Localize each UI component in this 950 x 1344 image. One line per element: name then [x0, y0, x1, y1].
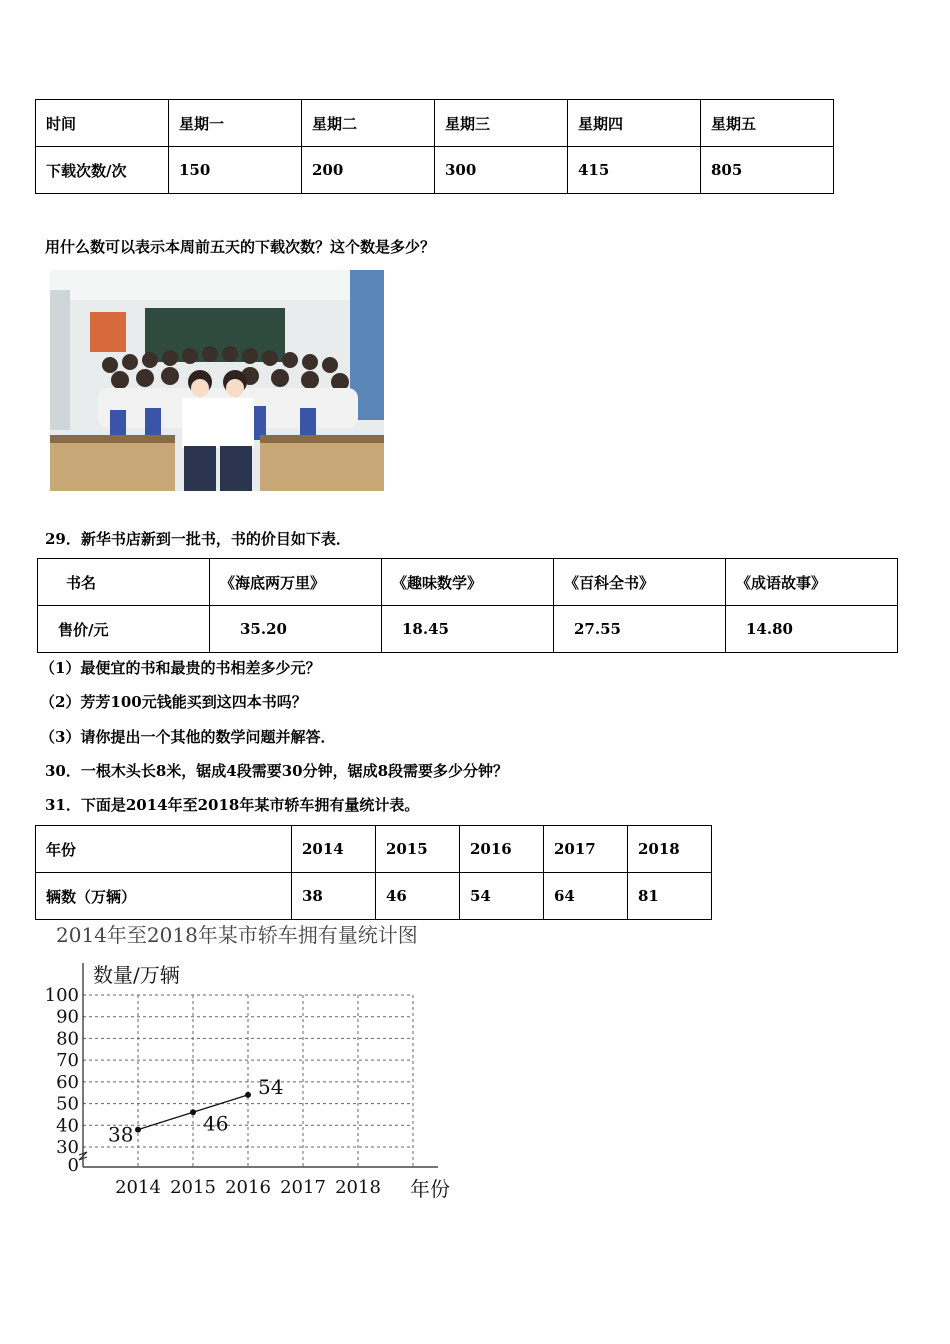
- table-cell: 54: [460, 873, 544, 920]
- table-cell: 46: [376, 873, 460, 920]
- y-tick-label: 40: [56, 1115, 79, 1137]
- y-tick-label: 70: [56, 1050, 79, 1072]
- table-cell: 2014: [292, 826, 376, 873]
- table-cell: 200: [302, 147, 435, 194]
- car-line-chart: [38, 918, 468, 1208]
- table-row: [36, 873, 712, 920]
- x-tick-label: 2014: [115, 1177, 161, 1198]
- q29-sub2: （2）芳芳100元钱能买到这四本书吗？: [40, 693, 307, 711]
- car-ownership-table: [35, 825, 712, 920]
- table-cell: 64: [544, 873, 628, 920]
- table-cell: 星期三: [435, 100, 568, 147]
- table-cell: 150: [169, 147, 302, 194]
- data-point: [135, 1127, 141, 1133]
- table-cell: 书名: [38, 559, 210, 606]
- table-cell: 805: [701, 147, 834, 194]
- chart-ylabel: 数量/万辆: [93, 963, 180, 987]
- table-cell: 《趣味数学》: [382, 559, 554, 606]
- question-download: 用什么数可以表示本周前五天的下载次数？这个数是多少？: [45, 238, 436, 256]
- table-cell: 18.45: [382, 606, 554, 653]
- classroom-photo-icon: [50, 270, 384, 491]
- table-cell: 星期二: [302, 100, 435, 147]
- q31-title: 31．下面是2014年至2018年某市轿车拥有量统计表。: [45, 796, 420, 814]
- axis-break-icon: [79, 1152, 87, 1160]
- table-cell: 27.55: [554, 606, 726, 653]
- table-cell: 时间: [36, 100, 169, 147]
- table-cell: 2015: [376, 826, 460, 873]
- table-cell: 2016: [460, 826, 544, 873]
- x-tick-label: 2017: [280, 1177, 326, 1198]
- x-tick-label: 2015: [170, 1177, 216, 1198]
- table-cell: 星期五: [701, 100, 834, 147]
- x-tick-label: 2018: [335, 1177, 381, 1198]
- y-tick-label: 0: [67, 1155, 79, 1176]
- y-tick-label: 30: [56, 1137, 79, 1158]
- table-row: [36, 826, 712, 873]
- table-cell: 14.80: [726, 606, 898, 653]
- table-cell: 81: [628, 873, 712, 920]
- table-row: [36, 147, 834, 194]
- table-cell: 38: [292, 873, 376, 920]
- q29-title: 29．新华书店新到一批书，书的价目如下表．: [45, 530, 351, 548]
- classroom-photo: [50, 270, 384, 491]
- chart-xlabel: 年份: [410, 1177, 450, 1201]
- data-label: 38: [108, 1122, 134, 1147]
- table-cell: 300: [435, 147, 568, 194]
- y-tick-label: 50: [56, 1093, 79, 1115]
- table-row: [36, 100, 834, 147]
- table-cell: 2018: [628, 826, 712, 873]
- q29-sub1: （1）最便宜的书和最贵的书相差多少元？: [40, 659, 321, 677]
- data-label: 54: [258, 1074, 284, 1099]
- y-tick-label: 90: [56, 1006, 79, 1028]
- x-tick-label: 2016: [225, 1177, 271, 1198]
- table-cell: 415: [568, 147, 701, 194]
- car-line-chart-svg: [38, 918, 468, 1208]
- table-cell: 《百科全书》: [554, 559, 726, 606]
- data-point: [245, 1092, 251, 1098]
- table-cell: 《成语故事》: [726, 559, 898, 606]
- y-tick-label: 80: [56, 1028, 79, 1050]
- table-cell: 2017: [544, 826, 628, 873]
- table-cell: 星期一: [169, 100, 302, 147]
- table-cell: 售价/元: [38, 606, 210, 653]
- chart-title: 2014年至2018年某市轿车拥有量统计图: [56, 923, 418, 947]
- download-table: [35, 99, 834, 194]
- q29-sub3: （3）请你提出一个其他的数学问题并解答．: [40, 728, 336, 746]
- table-cell: 辆数（万辆）: [36, 873, 292, 920]
- table-cell: 35.20: [210, 606, 382, 653]
- table-cell: 年份: [36, 826, 292, 873]
- y-tick-label: 60: [56, 1071, 79, 1093]
- table-row: [38, 606, 898, 653]
- table-cell: 下载次数/次: [36, 147, 169, 194]
- data-point: [190, 1109, 196, 1115]
- table-cell: 《海底两万里》: [210, 559, 382, 606]
- book-price-table: [37, 558, 898, 653]
- q30-text: 30．一根木头长8米，锯成4段需要30分钟，锯成8段需要多少分钟？: [45, 762, 509, 780]
- y-tick-label: 100: [44, 985, 79, 1006]
- table-row: [38, 559, 898, 606]
- table-cell: 星期四: [568, 100, 701, 147]
- data-label: 46: [203, 1111, 229, 1136]
